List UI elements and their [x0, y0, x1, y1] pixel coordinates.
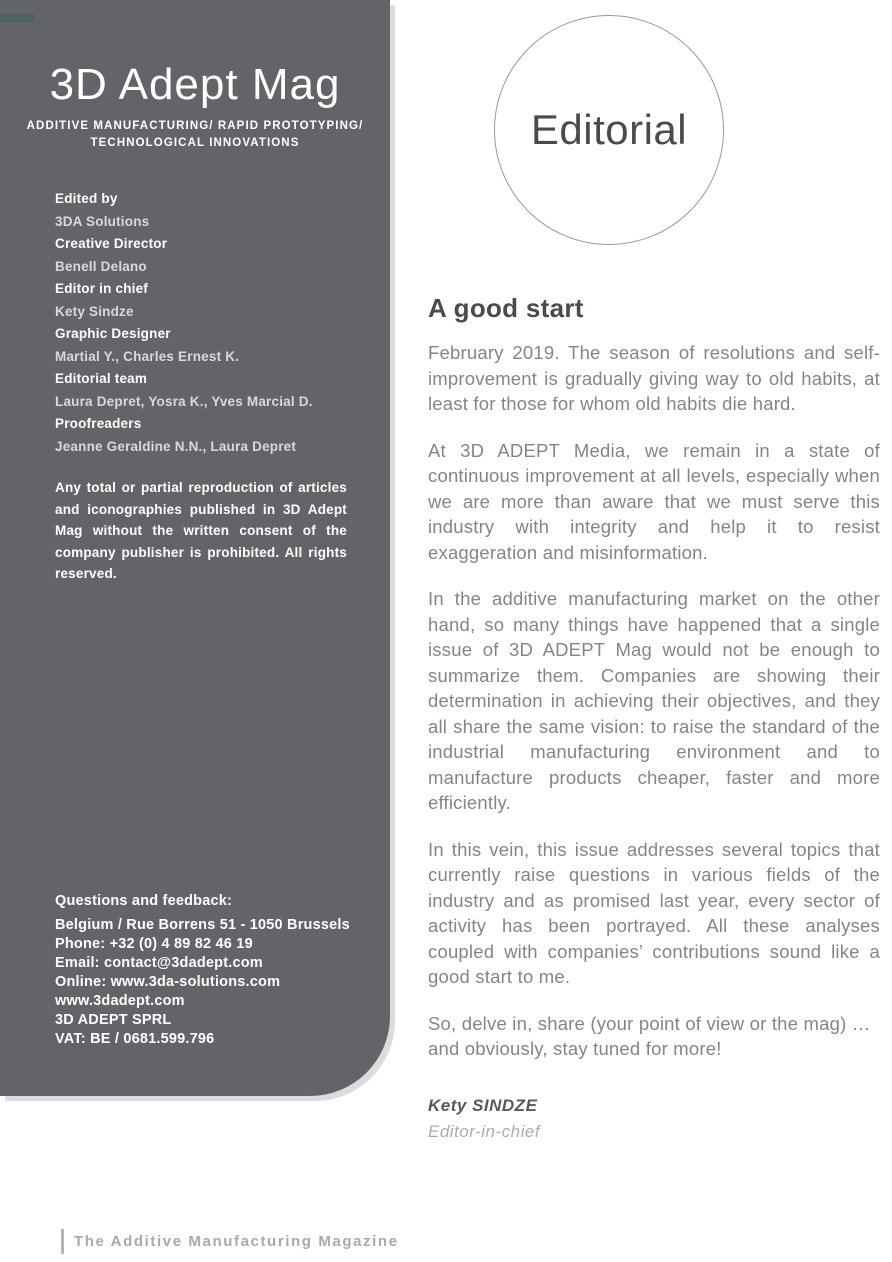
contact-vat: VAT: BE / 0681.599.796 [55, 1031, 215, 1047]
credit-value: Kety Sindze [55, 303, 134, 319]
footer-tagline: The Additive Manufacturing Magazine [74, 1233, 399, 1250]
signature-block [428, 1096, 880, 1142]
credit-label: Proofreaders [55, 416, 142, 431]
contact-heading: Questions and feedback: [55, 893, 233, 909]
logo-subtitle-line1: ADDITIVE MANUFACTURING/ RAPID PROTOTYPING/ [26, 120, 364, 132]
credit-label: Editorial team [55, 371, 148, 386]
credit-value: Benell Delano [55, 258, 147, 274]
article-paragraph: So, delve in, share (your point of view or the mag) …and obviously, stay tuned for more! [428, 1012, 871, 1059]
article-title: A good start [428, 293, 584, 323]
credits-list [55, 188, 368, 458]
credit-item [55, 368, 368, 413]
credit-label: Editor in chief [55, 281, 149, 296]
credit-item [55, 188, 368, 233]
logo-title: 3D Adept Mag [49, 60, 341, 109]
contact-website-solutions: Online: www.3da-solutions.com [55, 974, 281, 990]
accent-bar [0, 14, 34, 22]
editorial-article [428, 293, 880, 1142]
article-paragraph: February 2019. The season of resolutions and self-improvement is gradually giving way to old habits, at least for those for whom old habits die hard. [428, 342, 880, 414]
credit-item [55, 413, 368, 458]
signature-role: Editor-in-chief [428, 1121, 541, 1141]
contact-email: Email: contact@3dadept.com [55, 955, 263, 971]
contact-address: Belgium / Rue Borrens 51 - 1050 Brussels [55, 917, 350, 933]
sidebar [0, 0, 390, 1096]
footer-divider-bar [61, 1229, 64, 1254]
credit-value: 3DA Solutions [55, 213, 150, 229]
credit-label: Creative Director [55, 236, 168, 251]
credit-item [55, 278, 368, 323]
article-paragraph: In the additive manufacturing market on the other hand, so many things have happened that a single issue of 3D ADEPT Mag would not be enough to summarize them. Companies are showing their determination in achieving their objectives, and they all share the same vision: to raise the standard of the industrial manufacturing environment and to manufacture products cheaper, faster and more efficiently. [428, 588, 880, 813]
article-paragraph: At 3D ADEPT Media, we remain in a state of continuous improvement at all levels, especially when we are more than aware that we must serve this industry with integrity and help it to resist exaggeration and misinformation. [428, 439, 880, 563]
contact-website-3dadept: www.3dadept.com [55, 993, 185, 1009]
contact-phone: Phone: +32 (0) 4 89 82 46 19 [55, 936, 253, 952]
credit-item [55, 233, 368, 278]
copyright-notice: Any total or partial reproduction of articles and iconographies published in 3D Adept Mag without the written consent of the company publisher is prohibited. All rights reserved. [55, 480, 347, 581]
credit-item [55, 323, 368, 368]
contact-block [55, 892, 360, 1049]
section-badge-circle [494, 15, 724, 245]
article-paragraph: In this vein, this issue addresses several topics that currently raise questions in various fields of the industry and as promised last year, every sector of activity has been portrayed. All these analyses coupled with companies’ contributions sound like a good start to me. [428, 838, 880, 987]
credit-value: Laura Depret, Yosra K., Yves Marcial D. [55, 393, 313, 409]
logo-subtitle [0, 118, 390, 152]
logo-subtitle-line2: TECHNOLOGICAL INNOVATIONS [90, 137, 300, 149]
credit-label: Graphic Designer [55, 326, 171, 341]
section-badge-label: Editorial [530, 106, 688, 153]
signature-name: Kety SINDZE [428, 1095, 538, 1115]
magazine-masthead [0, 60, 390, 152]
page-footer [61, 1229, 399, 1254]
credit-label: Edited by [55, 191, 118, 206]
credit-value: Jeanne Geraldine N.N., Laura Depret [55, 438, 297, 454]
credit-value: Martial Y., Charles Ernest K. [55, 348, 240, 364]
contact-company-name: 3D ADEPT SPRL [55, 1012, 172, 1028]
